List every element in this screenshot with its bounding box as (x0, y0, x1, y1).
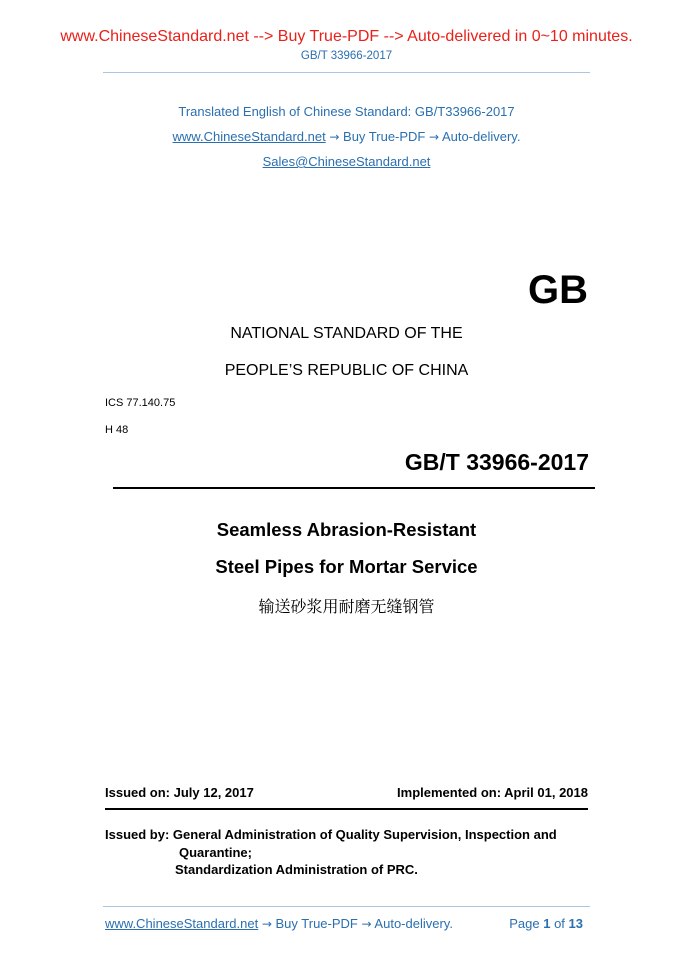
issued-by-line1: Issued by: General Administration of Quality Supervision, Inspection and (105, 827, 557, 842)
page-indicator (509, 916, 583, 931)
of-label: of (554, 916, 565, 931)
auto-delivery-text: Auto-delivery. (439, 129, 521, 144)
gb-mark: GB (528, 268, 588, 312)
issued-on: Issued on: July 12, 2017 (105, 785, 254, 800)
title-chinese: 输送砂浆用耐磨无缝钢管 (258, 597, 435, 616)
email-link[interactable]: Sales@ChineseStandard.net (262, 154, 431, 169)
national-standard-line2: PEOPLE’S REPUBLIC OF CHINA (224, 362, 469, 379)
title-divider (113, 487, 595, 489)
header-standard-code: GB/T 33966-2017 (300, 50, 393, 62)
title-line2: Steel Pipes for Mortar Service (215, 556, 478, 577)
arrow-right-icon: → (428, 130, 440, 144)
h-code: H 48 (105, 424, 129, 436)
footer-purchase (105, 916, 453, 931)
ics-code: ICS 77.140.75 (105, 397, 176, 409)
title-line1: Seamless Abrasion-Resistant (216, 519, 477, 540)
arrow-right-icon: → (361, 917, 372, 931)
footer-auto-delivery-text: Auto-delivery. (371, 916, 453, 931)
footer-site-link[interactable]: www.ChineseStandard.net (105, 916, 259, 931)
email-line (0, 154, 693, 169)
issued-by (105, 826, 557, 879)
national-standard-line1: NATIONAL STANDARD OF THE (230, 325, 463, 342)
issued-by-line3: Standardization Administration of PRC. (175, 862, 418, 877)
footer-divider (103, 906, 590, 907)
page-label: Page (509, 916, 540, 931)
purchase-line (0, 129, 693, 144)
standard-code: GB/T 33966-2017 (404, 449, 589, 475)
page-number: 1 (543, 916, 551, 931)
top-banner[interactable]: www.ChineseStandard.net --> Buy True-PDF --> Auto-delivered in 0~10 minutes. (60, 28, 633, 45)
arrow-right-icon: → (261, 917, 272, 931)
arrow-right-icon: → (329, 130, 340, 144)
page-total: 13 (568, 916, 583, 931)
footer-buy-text: Buy True-PDF (271, 916, 362, 931)
header-divider (103, 72, 590, 73)
issued-by-line2: Quarantine; (179, 844, 252, 860)
implemented-on: Implemented on: April 01, 2018 (397, 785, 588, 800)
translation-note: Translated English of Chinese Standard: GB/T33966-2017 (178, 104, 515, 119)
site-link[interactable]: www.ChineseStandard.net (172, 129, 326, 144)
dates-divider (105, 808, 588, 810)
buy-text: Buy True-PDF (339, 129, 429, 144)
